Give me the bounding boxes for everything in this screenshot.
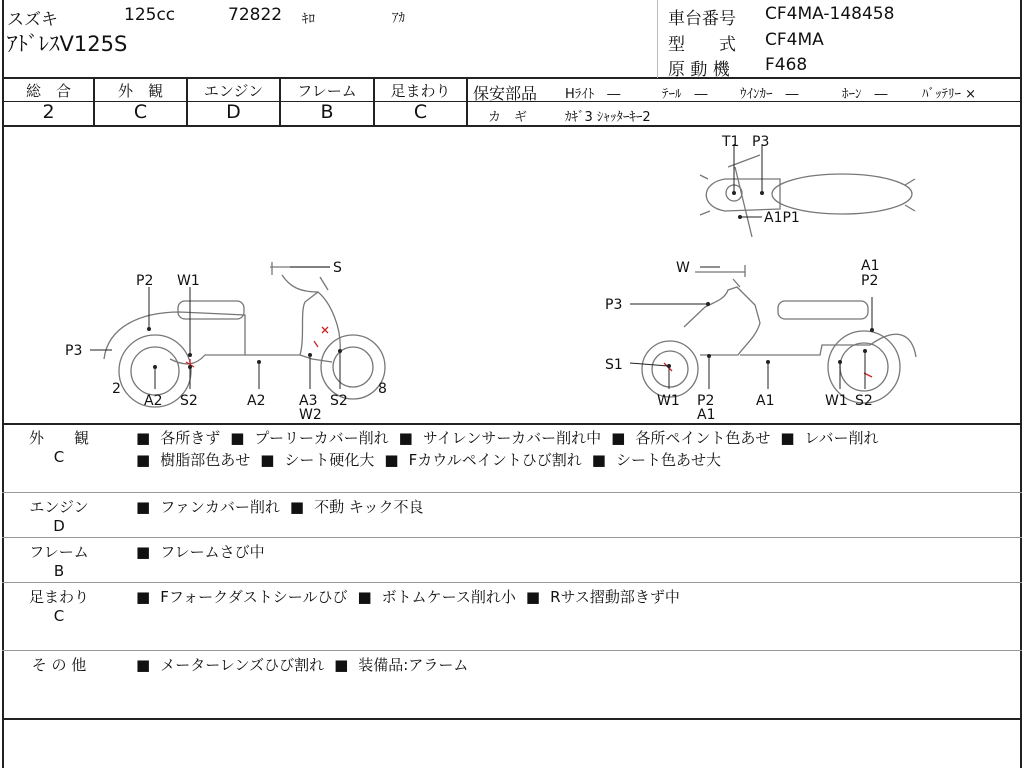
damage-diagram [0,127,1024,423]
section-grade: C [53,448,65,466]
bullet-square-icon: ■ [136,451,151,469]
label-right-p3: P3 [605,297,623,313]
type-value: CF4MA [765,30,824,50]
label-right-w1a: W1 [657,393,680,409]
label-top-a1p1: A1P1 [764,210,800,226]
bullet-square-icon: ■ [357,588,372,606]
safety-battery: ﾊﾞｯﾃﾘｰ × [922,87,977,102]
section-label: そ の 他 [31,656,87,674]
label-left-s: S [333,260,342,276]
section-grade: D [53,517,65,535]
rating-label-engine: エンジン [203,82,264,100]
rule-diagram-bottom [2,423,1022,425]
safety-label: 保安部品 [473,84,538,103]
bullet-square-icon: ■ [260,451,275,469]
section-label: 外 観 [28,429,89,447]
finding-text: フレームさび中 [160,543,265,561]
bullet-square-icon: ■ [136,498,151,516]
key-label: カ ギ [488,110,528,125]
section-line [136,449,721,470]
finding-text: 各所きず [160,429,221,447]
label-right-w: W [676,260,690,276]
finding-text: メーターレンズひび割れ [160,656,325,674]
rating-value-frame: B [320,101,334,123]
label-right-w1b: W1 [825,393,848,409]
section-line [136,586,680,607]
engine-value: F468 [765,55,808,75]
label-top-p3: P3 [752,134,770,150]
rating-label-frame: フレーム [297,82,357,100]
label-top-t1: T1 [722,134,740,150]
bullet-square-icon: ■ [136,429,151,447]
finding-text: ファンカバー削れ [160,498,280,516]
safety-winker: ｳｲﾝｶｰ ― [740,87,799,102]
bullet-square-icon: ■ [384,451,399,469]
label-left-w2: W2 [299,407,322,423]
label-left-s2a: S2 [180,393,198,409]
rating-value-suspension: C [413,101,428,123]
finding-text: レバー削れ [804,429,879,447]
rule-sec3 [2,582,1022,583]
label-left-w1: W1 [177,273,200,289]
label-left-p3: P3 [65,343,83,359]
label-right-a1top: A1 [861,258,880,274]
damage-marks [186,327,872,377]
label-left-s2b: S2 [330,393,348,409]
color: ｱｶ [392,11,405,26]
model-name: ｱﾄﾞﾚｽV125S [7,32,128,56]
rating-value-overall: 2 [42,101,55,123]
section-label: 足まわり [28,588,89,606]
section-line [136,496,424,517]
label-left-2: 2 [112,381,121,397]
rule-header-vert [657,0,658,78]
finding-text: 各所ペイント色あせ [635,429,771,447]
finding-text: Rサス摺動部きず中 [550,588,680,606]
scooter-top-view [700,155,915,237]
rating-label-exterior: 外 観 [117,82,163,100]
finding-text: ボトムケース削れ小 [381,588,516,606]
frame-no-label: 車台番号 [668,9,736,29]
safety-headlight: Hﾗｲﾄ ― [565,87,621,102]
rule-sec2 [2,537,1022,538]
label-left-a3: A3 [299,393,318,409]
finding-text: シート色あせ大 [615,451,721,469]
finding-text: 樹脂部色あせ [160,451,251,469]
section-label: エンジン [29,498,89,516]
finding-text: Fフォークダストシールひび [160,588,348,606]
label-right-p2top: P2 [861,273,879,289]
rule-sec1 [2,492,1022,493]
section-label: フレーム [29,543,89,561]
label-left-a2b: A2 [247,393,266,409]
rule-bottom [2,718,1022,720]
label-right-p2: P2 [697,393,715,409]
rating-label-overall: 総 合 [25,82,71,100]
bullet-square-icon: ■ [591,451,606,469]
bullet-square-icon: ■ [136,588,151,606]
bullet-square-icon: ■ [334,656,349,674]
finding-text: 装備品:アラーム [358,656,469,674]
finding-text: シート硬化大 [284,451,375,469]
rating-value-engine: D [226,101,241,123]
label-left-p2: P2 [136,273,154,289]
rating-label-suspension: 足まわり [390,82,451,100]
col-sep [466,78,468,126]
bullet-square-icon: ■ [136,543,151,561]
engine-label: 原 動 機 [668,60,730,80]
label-right-s2: S2 [855,393,873,409]
bullet-square-icon: ■ [611,429,626,447]
finding-text: Fカウルペイントひび割れ [408,451,582,469]
bullet-square-icon: ■ [136,656,151,674]
key-value: ｶｷﾞ3 ｼｬｯﾀｰｷｰ2 [565,110,651,125]
section-line [136,541,265,562]
safety-tail: ﾃｰﾙ ― [662,87,708,102]
section-grade: C [53,607,65,625]
label-right-s1: S1 [605,357,623,373]
safety-horn: ﾎｰﾝ ― [842,87,888,102]
rating-value-exterior: C [133,101,148,123]
bullet-square-icon: ■ [230,429,245,447]
bullet-square-icon: ■ [398,429,413,447]
finding-text: サイレンサーカバー削れ中 [422,429,602,447]
finding-text: 不動 キック不良 [314,498,424,516]
bullet-square-icon: ■ [780,429,795,447]
section-line [136,427,878,448]
label-right-a1b: A1 [756,393,775,409]
label-right-a1a: A1 [697,407,716,423]
mileage-unit: ｷﾛ [302,12,315,27]
displacement: 125cc [124,5,176,25]
section-grade: B [53,562,65,580]
label-left-8: 8 [378,381,387,397]
maker: スズキ [7,10,58,30]
rule-header [2,77,1022,79]
mileage: 72822 [228,5,283,25]
rule-sec4 [2,650,1022,651]
type-label: 型 式 [668,35,736,55]
section-line [136,654,468,675]
label-left-a2a: A2 [144,393,163,409]
bullet-square-icon: ■ [525,588,541,606]
bullet-square-icon: ■ [289,498,305,516]
finding-text: プーリーカバー削れ [254,429,389,447]
frame-no: CF4MA-148458 [765,4,895,24]
